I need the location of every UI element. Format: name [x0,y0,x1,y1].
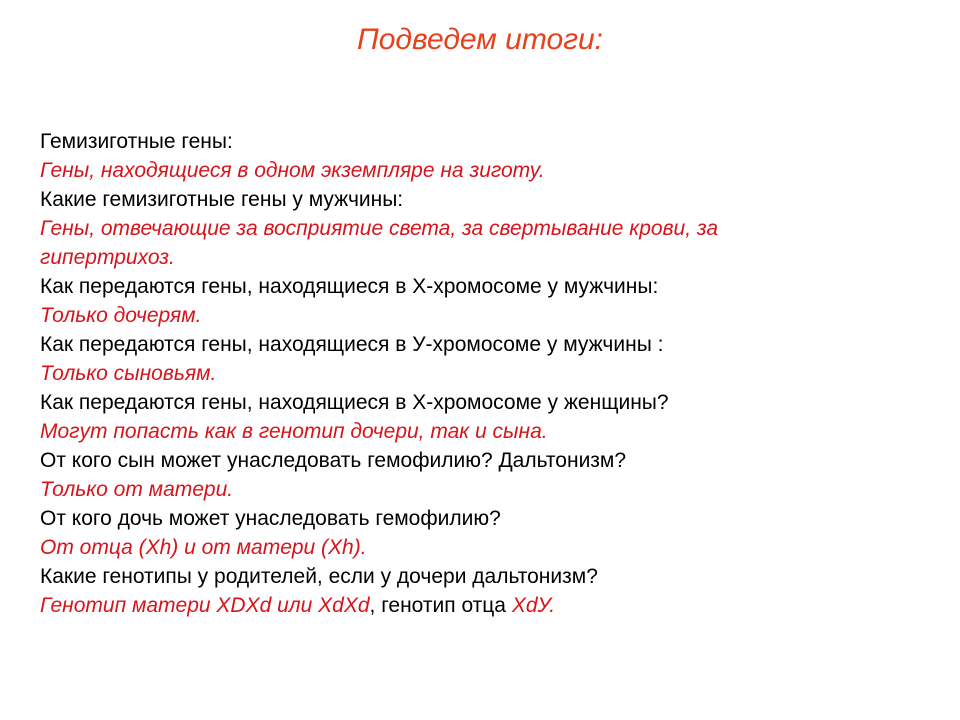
question-line: Как передаются гены, находящиеся в У-хромосоме у мужчины : [40,333,664,356]
answer-line: Могут попасть как в генотип дочери, так и сына. [40,420,548,443]
answer-line: Гены, находящиеся в одном экземпляре на зиготу. [40,159,545,182]
answer-line: От отца (Xh) и от матери (Xh). [40,536,367,559]
answer-line: гипертрихоз. [40,246,175,269]
question-line: Как передаются гены, находящиеся в Х-хромосоме у мужчины: [40,275,659,298]
slide-title: Подведем итоги: [356,23,604,56]
father-genotype: XdУ. [511,594,556,617]
mother-genotype: Генотип матери XDXd или XdXd [40,594,370,617]
question-line: Гемизиготные гены: [40,130,233,153]
father-genotype-label: , генотип отца [369,594,512,617]
answer-line: Только сыновьям. [40,362,217,385]
question-line: От кого дочь может унаследовать гемофилию? [40,507,501,530]
question-line: Какие гемизиготные гены у мужчины: [40,188,404,211]
slide-content [40,127,920,620]
answer-line: Только дочерям. [40,304,202,327]
question-line: Какие генотипы у родителей, если у дочери дальтонизм? [40,565,598,588]
question-line: От кого сын может унаследовать гемофилию? Дальтонизм? [40,449,627,472]
answer-line: Только от матери. [40,478,234,501]
answer-line: Гены, отвечающие за восприятие света, за свертывание крови, за [40,217,719,240]
question-line: Как передаются гены, находящиеся в Х-хромосоме у женщины? [40,391,669,414]
answer-line-final [40,591,920,620]
